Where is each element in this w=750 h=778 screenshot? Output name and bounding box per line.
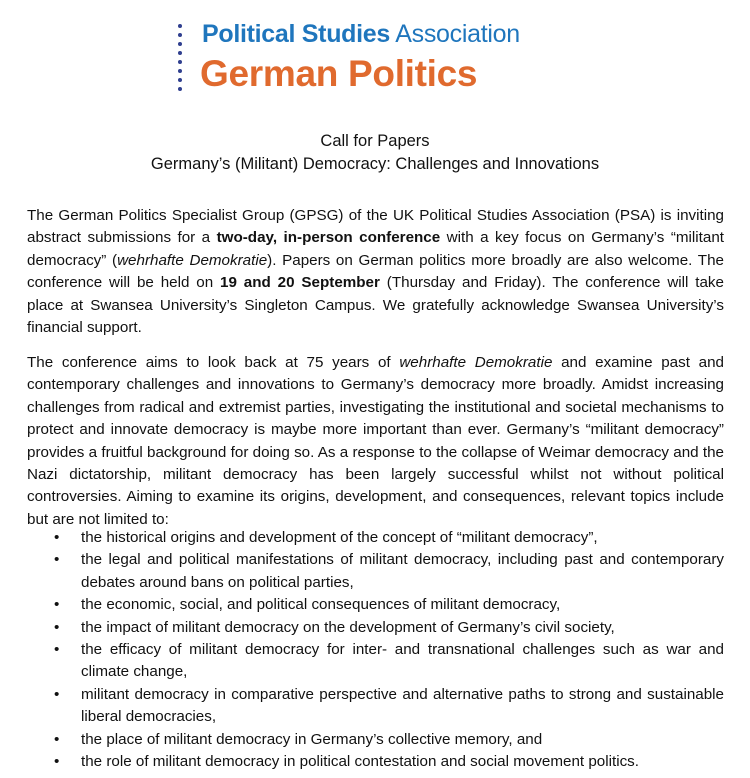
list-item: • the efficacy of militant democracy for inter- and transnational challenges such as war and climate change, <box>54 641 724 681</box>
logo-association-name: Political Studies Association <box>202 20 520 48</box>
logo-group-name: German Politics <box>200 53 478 94</box>
conference-title: Germany’s (Militant) Democracy: Challenges and Innovations <box>150 155 600 173</box>
list-item: • the legal and political manifestations of militant democracy, including past and contemporary debates around bans on political parties, <box>54 551 724 591</box>
intro-paragraph: The German Politics Specialist Group (GPSG) of the UK Political Studies Association (PSA) is inviting abstract submissions for a two-day, in-person conference with a key focus on Germany’s “militant democracy” (wehrhafte Demokratie). Papers on German politics more broadly are also welcome. The conference will be held on 19 and 20 September (Thursday and Friday). The conference will take place at Swansea University’s Singleton Campus. We gratefully acknowledge Swansea University’s financial support. <box>27 207 724 337</box>
bullet-icon: • <box>54 596 60 614</box>
call-for-papers-label: Call for Papers <box>320 132 430 150</box>
bullet-icon: • <box>54 641 60 659</box>
aims-paragraph: The conference aims to look back at 75 years of wehrhafte Demokratie and examine past and contemporary challenges and innovations to Germany’s democracy more broadly. Amidst increasing challenges from radical and extremist parties, investigating the institutional and societal mechanisms to protect and innovate democracy is maybe more important than ever. Germany’s “militant democracy” provides a fruitful background for doing so. As a response to the collapse of Weimar democracy and the Nazi dictatorship, militant democracy has been largely successful whilst not without political controversies. Aiming to examine its origins, development, and consequences, relevant topics include but are not limited to: <box>27 354 724 528</box>
bullet-icon: • <box>54 685 60 703</box>
bullet-icon: • <box>54 551 60 569</box>
bullet-icon: • <box>54 529 60 546</box>
list-item: • militant democracy in comparative perspective and alternative paths to strong and sustainable liberal democracies, <box>54 685 724 726</box>
psa-german-politics-logo <box>172 18 572 98</box>
list-item: • the place of militant democracy in Germany’s collective memory, and <box>27 729 724 751</box>
list-item: • the historical origins and development of the concept of “militant democracy”, <box>27 527 724 549</box>
bullet-icon: • <box>54 730 60 748</box>
conference-dates: 19 and 20 September <box>220 274 380 292</box>
list-item: • the role of militant democracy in political contestation and social movement politics. <box>27 751 724 773</box>
bullet-icon: • <box>54 753 60 771</box>
list-item: • the impact of militant democracy on the development of Germany’s civil society, <box>27 617 724 639</box>
conference-format: two-day, in-person conference <box>216 229 441 247</box>
list-item: • the economic, social, and political consequences of militant democracy, <box>27 594 724 616</box>
bullet-icon: • <box>54 618 60 636</box>
page-title <box>0 130 750 176</box>
logo-dots <box>176 24 184 94</box>
topics-list <box>27 527 724 773</box>
